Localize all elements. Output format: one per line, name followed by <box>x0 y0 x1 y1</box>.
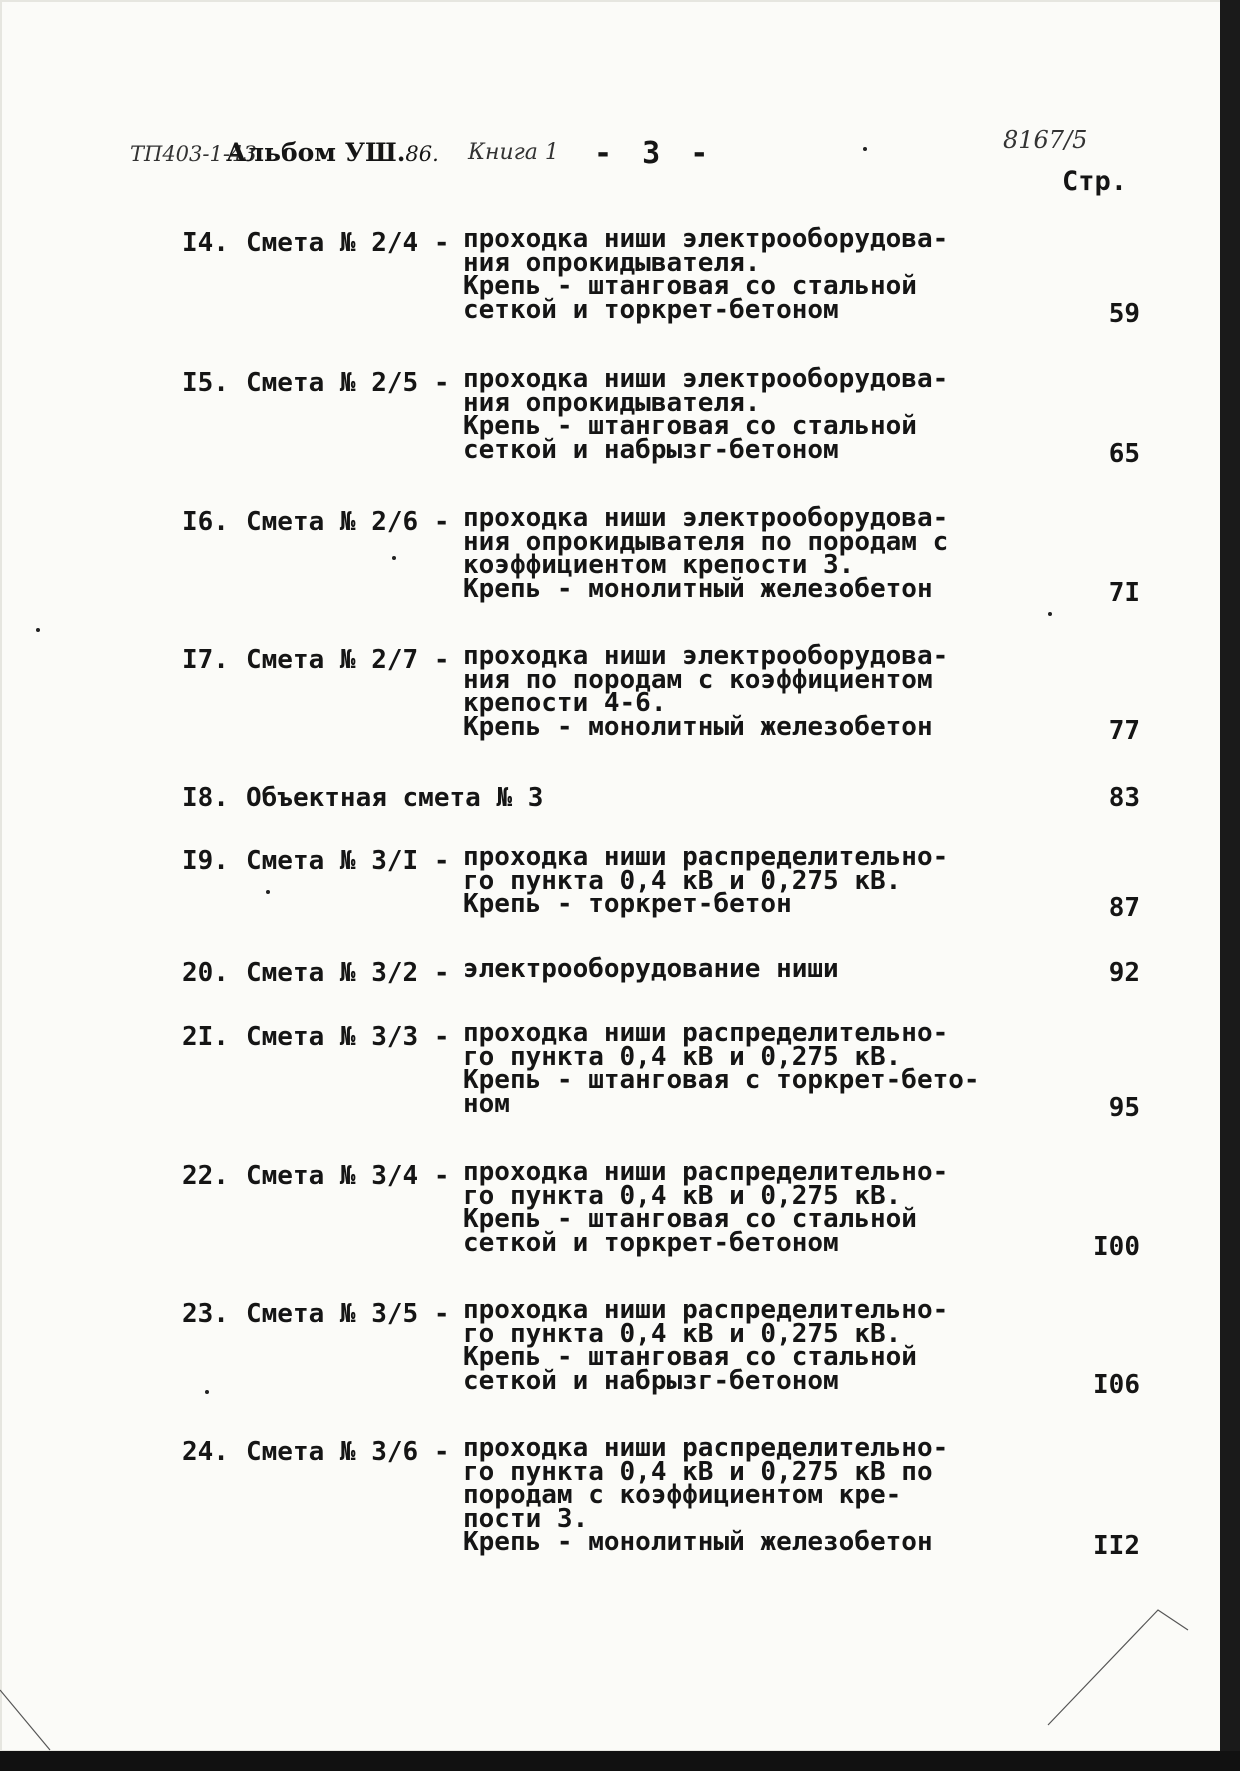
description-line: проходка ниши распределительно- <box>463 842 949 872</box>
estimate-title: Смета № 3/3 - <box>246 1022 450 1052</box>
entry-number: I5. <box>182 368 229 398</box>
estimate-title: Смета № 3/6 - <box>246 1437 450 1467</box>
entry-description <box>463 1157 949 1258</box>
scan-border-bottom <box>0 1751 1240 1771</box>
album-label: Альбом УШ.86. <box>226 138 439 167</box>
description-line: го пункта 0,4 кВ и 0,275 кВ. <box>463 865 902 896</box>
entry-page-number: 87 <box>1108 893 1140 923</box>
description-line: проходка ниши распределительно- <box>463 1433 949 1463</box>
entry-page-number: I00 <box>1093 1231 1140 1262</box>
scan-speck <box>266 890 270 894</box>
entry-number: 22. <box>182 1161 229 1191</box>
estimate-title: Смета № 2/4 - <box>246 228 450 258</box>
description-line: проходка ниши распределительно- <box>463 1018 949 1048</box>
entry-page-number: 77 <box>1108 715 1140 746</box>
description-line: пости 3. <box>463 1503 589 1534</box>
description-line: ном <box>463 1088 510 1119</box>
description-line: го пункта 0,4 кВ и 0,275 кВ. <box>463 1180 902 1211</box>
entry-description <box>463 224 949 325</box>
description-line: проходка ниши электрооборудова- <box>463 224 949 254</box>
entry-description <box>463 503 949 604</box>
scan-border-right <box>1220 0 1240 1771</box>
description-line: ния опрокидывателя. <box>463 247 761 278</box>
scan-speck <box>392 556 396 560</box>
entry-page-number: II2 <box>1093 1531 1140 1561</box>
description-line: породам с коэффициентом кре- <box>463 1480 902 1510</box>
entry-number: 2I. <box>182 1022 229 1052</box>
description-line: го пункта 0,4 кВ и 0,275 кВ по <box>463 1456 933 1487</box>
estimate-title: Смета № 3/I - <box>246 846 450 876</box>
description-line: Крепь - штанговая со стальной <box>463 1204 917 1234</box>
estimate-title: Смета № 2/5 - <box>246 368 450 398</box>
entry-number: I8. <box>182 783 229 813</box>
entry-page-number: 65 <box>1108 438 1140 469</box>
entry-number: I9. <box>182 846 229 876</box>
entry-number: I4. <box>182 228 229 258</box>
description-line: Крепь - штанговая с торкрет-бето- <box>463 1065 980 1095</box>
entry-description <box>463 954 839 984</box>
entry-page-number: 59 <box>1108 298 1140 329</box>
description-line: сеткой и набрызг-бетоном <box>463 1365 839 1396</box>
description-line: проходка ниши электрооборудова- <box>463 364 949 394</box>
entry-number: 23. <box>182 1299 229 1329</box>
entry-description <box>463 1018 980 1119</box>
entry-number: 20. <box>182 958 229 988</box>
page-fold-mark-left <box>0 1640 60 1752</box>
entry-number: I7. <box>182 645 229 675</box>
estimate-title: Объектная смета № 3 <box>246 783 544 813</box>
description-line: сеткой и торкрет-бетоном <box>463 294 839 325</box>
page-number: - 3 - <box>594 136 715 171</box>
description-line: проходка ниши распределительно- <box>463 1157 949 1187</box>
description-line: ния опрокидывателя по породам с <box>463 526 949 557</box>
description-line: ния опрокидывателя. <box>463 387 761 418</box>
estimate-title: Смета № 3/4 - <box>246 1161 450 1191</box>
entry-page-number: I06 <box>1093 1369 1140 1400</box>
entry-number: I6. <box>182 507 229 537</box>
description-line: сеткой и набрызг-бетоном <box>463 434 839 465</box>
entry-page-number: 83 <box>1108 783 1140 813</box>
description-line: Крепь - штанговая со стальной <box>463 411 917 441</box>
estimate-title: Смета № 2/6 - <box>246 507 450 537</box>
entry-description <box>463 641 949 742</box>
entry-page-number: 95 <box>1108 1092 1140 1123</box>
scan-speck <box>1048 612 1052 616</box>
estimate-title: Смета № 3/2 - <box>246 958 450 988</box>
description-line: го пункта 0,4 кВ и 0,275 кВ. <box>463 1041 902 1072</box>
description-line: Крепь - штанговая со стальной <box>463 271 917 301</box>
description-line: го пункта 0,4 кВ и 0,275 кВ. <box>463 1318 902 1349</box>
page-column-label: Стр. <box>1062 166 1128 197</box>
entry-description <box>463 842 949 919</box>
description-line: проходка ниши электрооборудова- <box>463 641 949 671</box>
doc-code: ТП403-1-43 <box>130 142 257 166</box>
description-line: проходка ниши распределительно- <box>463 1295 949 1325</box>
description-line: Крепь - монолитный железобетон <box>463 573 933 604</box>
description-line: Крепь - штанговая со стальной <box>463 1342 917 1372</box>
description-line: сеткой и торкрет-бетоном <box>463 1227 839 1258</box>
scan-speck <box>205 1390 209 1394</box>
scan-speck <box>863 147 867 151</box>
entry-description <box>463 1433 949 1557</box>
entry-description <box>463 364 949 465</box>
page-fold-mark <box>1038 1580 1198 1730</box>
description-line: электрооборудование ниши <box>463 954 839 984</box>
description-line: коэффициентом крепости 3. <box>463 550 855 580</box>
entry-description <box>463 1295 949 1396</box>
estimate-title: Смета № 2/7 - <box>246 645 450 675</box>
description-line: проходка ниши электрооборудова- <box>463 503 949 533</box>
description-line: Крепь - торкрет-бетон <box>463 889 792 919</box>
entry-page-number: 92 <box>1108 958 1140 988</box>
entry-page-number: 7I <box>1108 577 1140 608</box>
scan-speck <box>36 628 40 632</box>
description-line: ния по породам с коэффициентом <box>463 664 933 695</box>
description-line: Крепь - монолитный железобетон <box>463 1527 933 1557</box>
reference-number: 8167/5 <box>1003 126 1088 154</box>
entry-number: 24. <box>182 1437 229 1467</box>
estimate-title: Смета № 3/5 - <box>246 1299 450 1329</box>
book-label: Книга 1 <box>468 140 559 165</box>
description-line: Крепь - монолитный железобетон <box>463 711 933 742</box>
description-line: крепости 4-6. <box>463 688 667 718</box>
